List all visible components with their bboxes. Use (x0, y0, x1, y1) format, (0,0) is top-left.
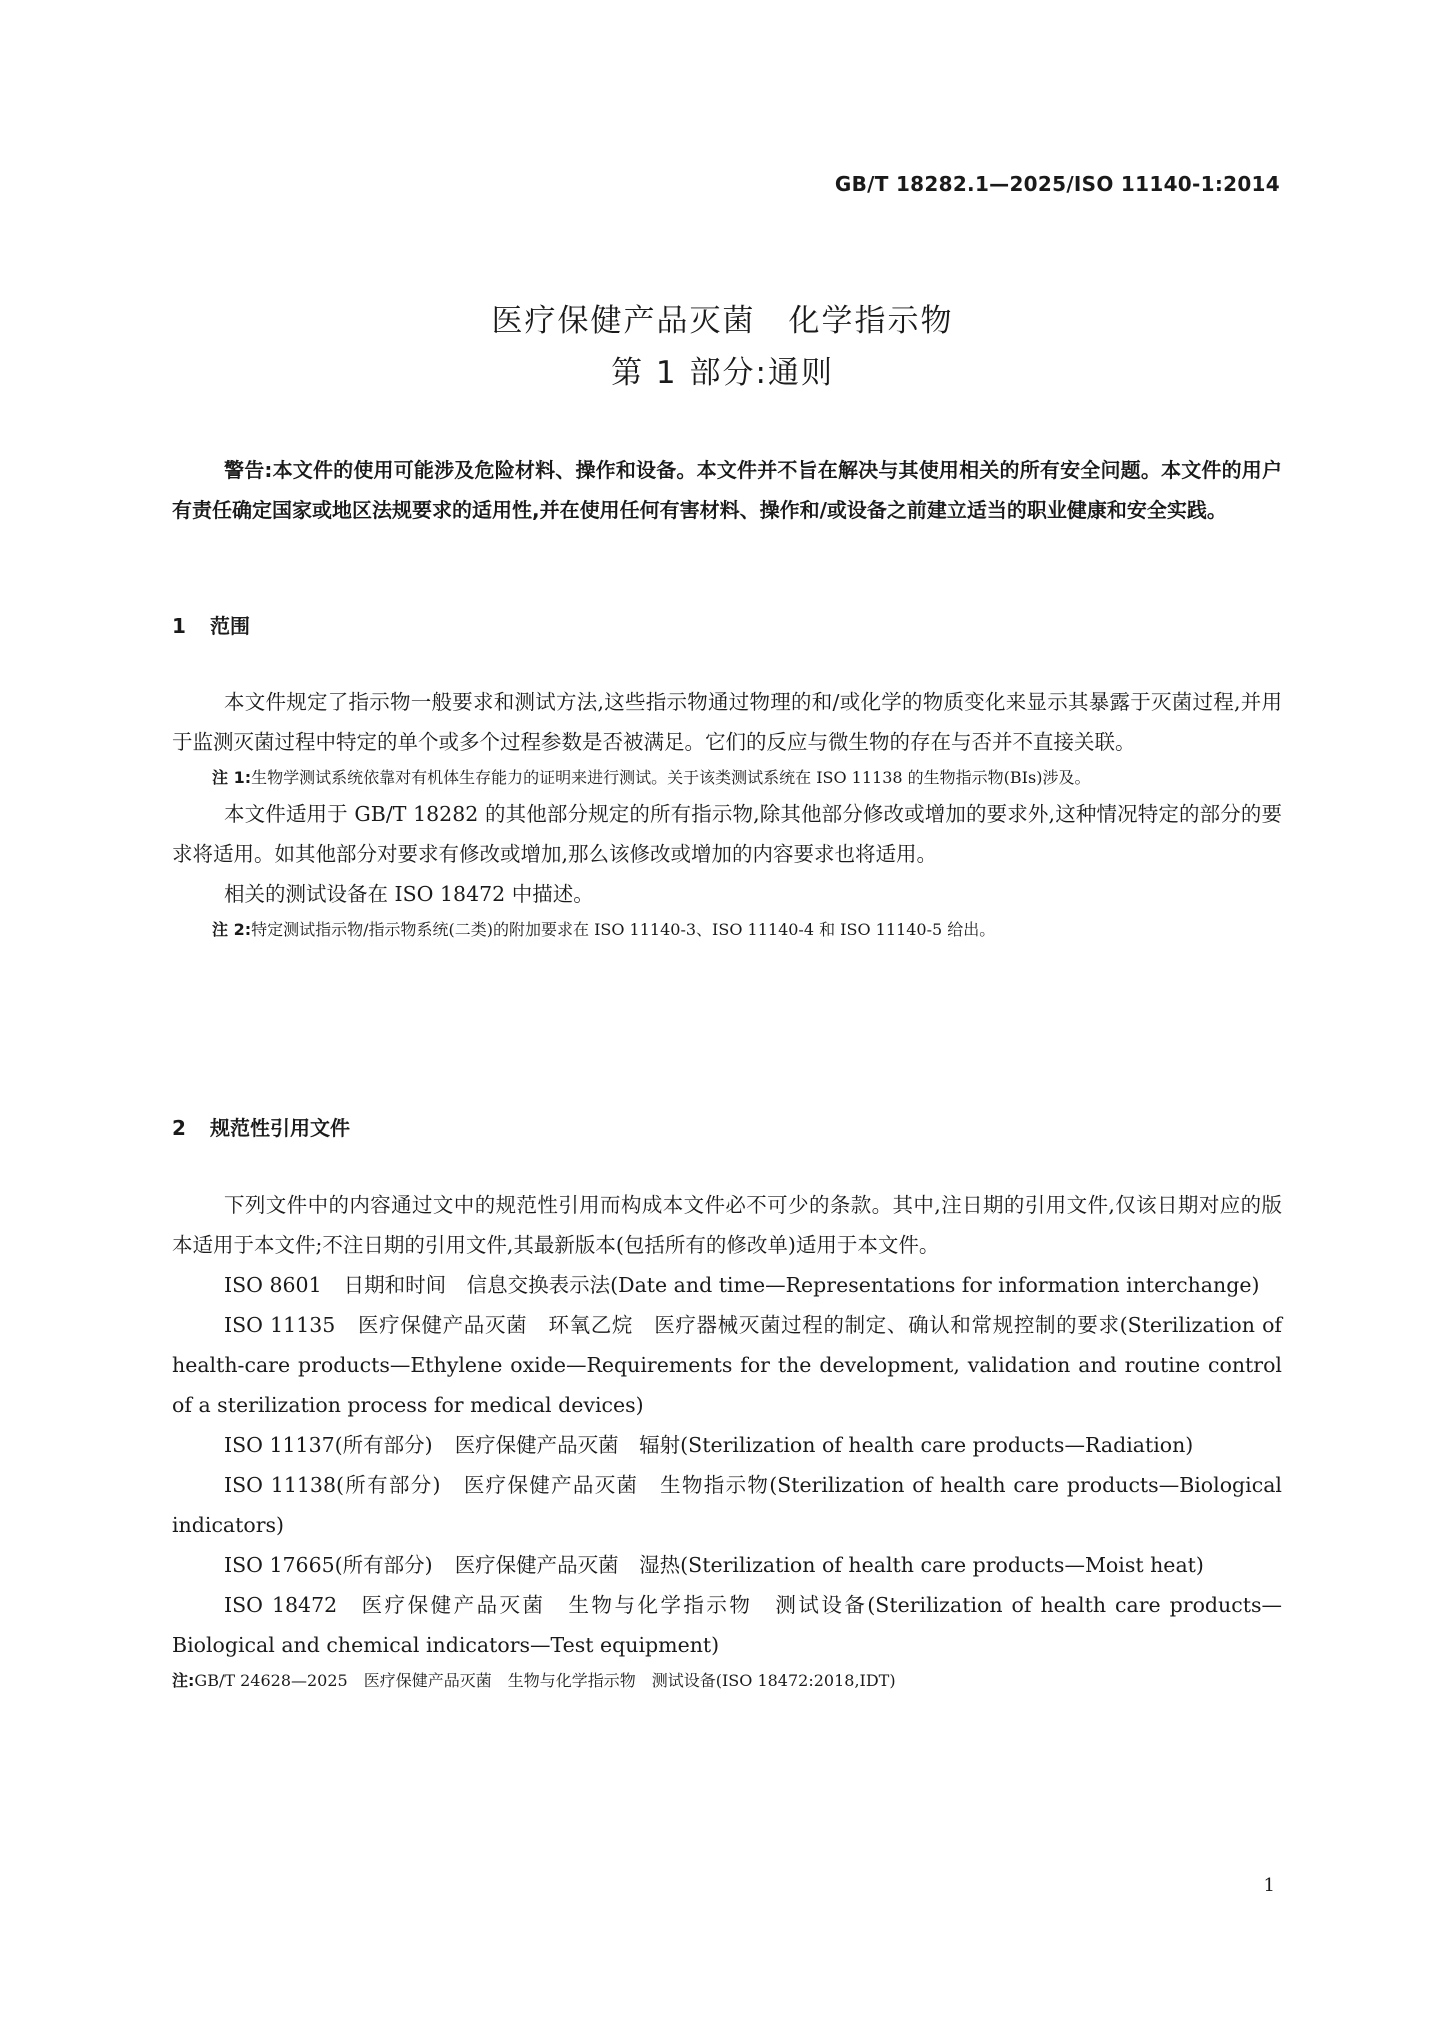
section-2-body (172, 1185, 1282, 1697)
note-2-text: 特定测试指示物/指示物系统(二类)的附加要求在 ISO 11140-3、ISO 11140-4 和 ISO 11140-5 给出。 (251, 920, 996, 939)
note-2-label: 注 2: (212, 920, 252, 939)
section-1-heading (172, 610, 250, 639)
reference-text: 医疗保健产品灭菌 生物与化学指示物 测试设备(Sterilization of health care products—Biological and chemical indicators—Test equipment) (172, 1593, 1282, 1657)
section-1-number: 1 (172, 614, 186, 638)
section-1-title: 范围 (210, 614, 250, 638)
document-title (0, 295, 1445, 399)
note-1 (212, 762, 1282, 794)
section-1-paragraph-3: 相关的测试设备在 ISO 18472 中描述。 (224, 882, 594, 906)
reference-item (172, 1545, 1282, 1585)
reference-text: 医疗保健产品灭菌 环氧乙烷 医疗器械灭菌过程的制定、确认和常规控制的要求(Sterilization of health-care products—Ethylene oxide—Requirements for the development, validation and routine control of a sterilization process for medical devices) (172, 1313, 1282, 1417)
reference-text: 医疗保健产品灭菌 辐射(Sterilization of health care products—Radiation) (454, 1433, 1194, 1457)
title-line-1: 医疗保健产品灭菌 化学指示物 (491, 303, 954, 339)
reference-code: ISO 8601 (224, 1273, 322, 1297)
reference-item (172, 1305, 1282, 1425)
section-2-note-label: 注: (172, 1671, 195, 1690)
reference-item (172, 1265, 1282, 1305)
section-2-note-text: GB/T 24628—2025 医疗保健产品灭菌 生物与化学指示物 测试设备(ISO 18472:2018,IDT) (194, 1671, 896, 1690)
title-line-2: 第 1 部分:通则 (611, 355, 834, 391)
reference-text: 日期和时间 信息交换表示法(Date and time—Representations for information interchange) (343, 1273, 1260, 1297)
reference-item (172, 1425, 1282, 1465)
section-2-note (172, 1665, 1282, 1697)
section-2-number: 2 (172, 1116, 186, 1140)
note-2 (212, 914, 1282, 946)
page-number: 1 (1263, 1875, 1275, 1896)
reference-code: ISO 11137(所有部分) (224, 1433, 433, 1457)
standard-code: GB/T 18282.1—2025/ISO 11140-1:2014 (834, 172, 1280, 196)
section-1-paragraph-2: 本文件适用于 GB/T 18282 的其他部分规定的所有指示物,除其他部分修改或增加的要求外,这种情况特定的部分的要求将适用。如其他部分对要求有修改或增加,那么该修改或增加的内容要求也将适用。 (172, 802, 1282, 866)
reference-code: ISO 17665(所有部分) (224, 1553, 433, 1577)
note-1-text: 生物学测试系统依靠对有机体生存能力的证明来进行测试。关于该类测试系统在 ISO 11138 的生物指示物(BIs)涉及。 (251, 768, 1091, 787)
section-2-intro: 下列文件中的内容通过文中的规范性引用而构成本文件必不可少的条款。其中,注日期的引用文件,仅该日期对应的版本适用于本文件;不注日期的引用文件,其最新版本(包括所有的修改单)适用于本文件。 (172, 1193, 1282, 1257)
section-1-body (172, 682, 1282, 946)
reference-item (172, 1465, 1282, 1545)
note-1-label: 注 1: (212, 768, 252, 787)
section-1-paragraph-1: 本文件规定了指示物一般要求和测试方法,这些指示物通过物理的和/或化学的物质变化来显示其暴露于灭菌过程,并用于监测灭菌过程中特定的单个或多个过程参数是否被满足。它们的反应与微生物的存在与否并不直接关联。 (172, 690, 1282, 754)
reference-text: 医疗保健产品灭菌 湿热(Sterilization of health care products—Moist heat) (454, 1553, 1204, 1577)
reference-code: ISO 11138(所有部分) (224, 1473, 441, 1497)
reference-text: 医疗保健产品灭菌 生物指示物(Sterilization of health care products—Biological indicators) (172, 1473, 1282, 1537)
warning-paragraph: 警告:本文件的使用可能涉及危险材料、操作和设备。本文件并不旨在解决与其使用相关的所有安全问题。本文件的用户有责任确定国家或地区法规要求的适用性,并在使用任何有害材料、操作和/或设备之前建立适当的职业健康和安全实践。 (172, 458, 1282, 522)
reference-code: ISO 11135 (224, 1313, 336, 1337)
section-2-title: 规范性引用文件 (210, 1116, 350, 1140)
reference-item (172, 1585, 1282, 1665)
reference-code: ISO 18472 (224, 1593, 338, 1617)
section-2-heading (172, 1112, 350, 1141)
